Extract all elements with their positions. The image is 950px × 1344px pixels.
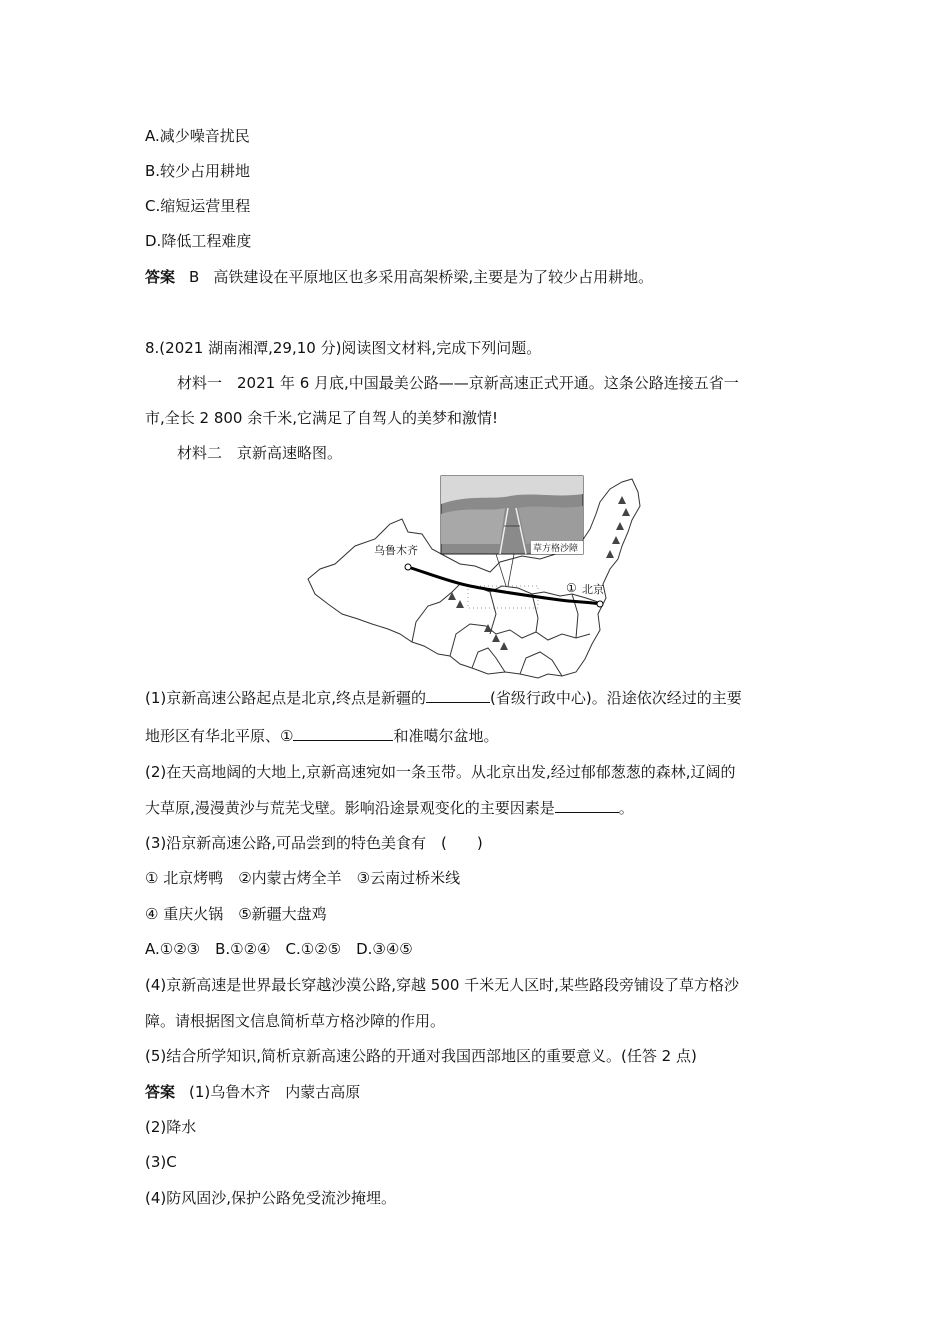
circle-one-label: ① [566, 581, 577, 595]
sub-question-1-line-1 [145, 688, 742, 708]
sub-question-1-text-a: (1)京新高速公路起点是北京,终点是新疆的 [145, 689, 427, 707]
option-a: A.减少噪音扰民 [145, 127, 250, 145]
sub-question-2-text-b: 大草原,漫漫黄沙与荒芜戈壁。影响沿途景观变化的主要因素是 [145, 799, 555, 817]
sub-question-2-line-1: (2)在天高地阔的大地上,京新高速宛如一条玉带。从北京出发,经过郁郁葱葱的森林,辽阔的 [145, 763, 736, 781]
question-8-head: 8.(2021 湖南湘潭,29,10 分)阅读图文材料,完成下列问题。 [145, 339, 542, 357]
blank-1[interactable] [426, 688, 490, 703]
answer-7 [145, 267, 653, 287]
sub-question-4-line-1: (4)京新高速是世界最长穿越沙漠公路,穿越 500 千米无人区时,某些路段旁铺设了草方格沙 [145, 976, 739, 994]
sub-question-1-text-c: 地形区有华北平原、① [145, 727, 294, 745]
sand-barrier-photo [441, 476, 583, 554]
urumqi-label: 乌鲁木齐 [374, 544, 418, 557]
answer-8-line-1 [145, 1082, 360, 1102]
photo-caption: 草方格沙障 [533, 544, 579, 554]
sub-question-2-text-c: 。 [618, 799, 634, 817]
sub-question-3: (3)沿京新高速公路,可品尝到的特色美食有 ( ) [145, 834, 483, 852]
beijing-label: 北京 [582, 583, 604, 596]
sub-question-1-text-b: (省级行政中心)。沿途依次经过的主要 [490, 689, 742, 707]
material-2: 材料二 京新高速略图。 [177, 444, 343, 462]
answer-8-part-3: (3)C [145, 1153, 177, 1171]
urumqi-marker [405, 564, 411, 570]
food-items-line-2: ④ 重庆火锅 ⑤新疆大盘鸡 [145, 905, 327, 923]
option-d: D.降低工程难度 [145, 232, 252, 250]
sub-question-4-line-2: 障。请根据图文信息简析草方格沙障的作用。 [145, 1012, 446, 1030]
sub-question-5: (5)结合所学知识,简析京新高速公路的开通对我国西部地区的重要意义。(任答 2 点) [145, 1047, 697, 1065]
answer-8-part-2: (2)降水 [145, 1118, 197, 1136]
sub-question-2-line-2 [145, 798, 634, 818]
choice-options: A.①②③ B.①②④ C.①②⑤ D.③④⑤ [145, 940, 413, 958]
beijing-marker [597, 601, 603, 607]
material-1-line-1: 材料一 2021 年 6 月底,中国最美公路——京新高速正式开通。这条公路连接五省一 [177, 374, 739, 392]
food-items-line-1: ① 北京烤鸭 ②内蒙古烤全羊 ③云南过桥米线 [145, 869, 461, 887]
sub-question-1-text-d: 和准噶尔盆地。 [393, 727, 499, 745]
answer-8-part-1: (1)乌鲁木齐 内蒙古高原 [189, 1083, 361, 1101]
answer-label: 答案 [145, 268, 176, 286]
blank-2[interactable] [293, 726, 393, 741]
option-c: C.缩短运营里程 [145, 197, 251, 215]
material-1-line-2: 市,全长 2 800 余千米,它满足了自驾人的美梦和激情! [145, 409, 499, 427]
answer-letter: B [189, 268, 200, 286]
blank-3[interactable] [555, 798, 619, 813]
option-b: B.较少占用耕地 [145, 162, 251, 180]
answer-8-part-4: (4)防风固沙,保护公路免受流沙掩埋。 [145, 1189, 397, 1207]
answer-8-label: 答案 [145, 1083, 176, 1101]
answer-explanation: 高铁建设在平原地区也多采用高架桥梁,主要是为了较少占用耕地。 [213, 268, 654, 286]
sub-question-1-line-2 [145, 726, 498, 746]
jingxin-expressway-map [300, 474, 650, 679]
